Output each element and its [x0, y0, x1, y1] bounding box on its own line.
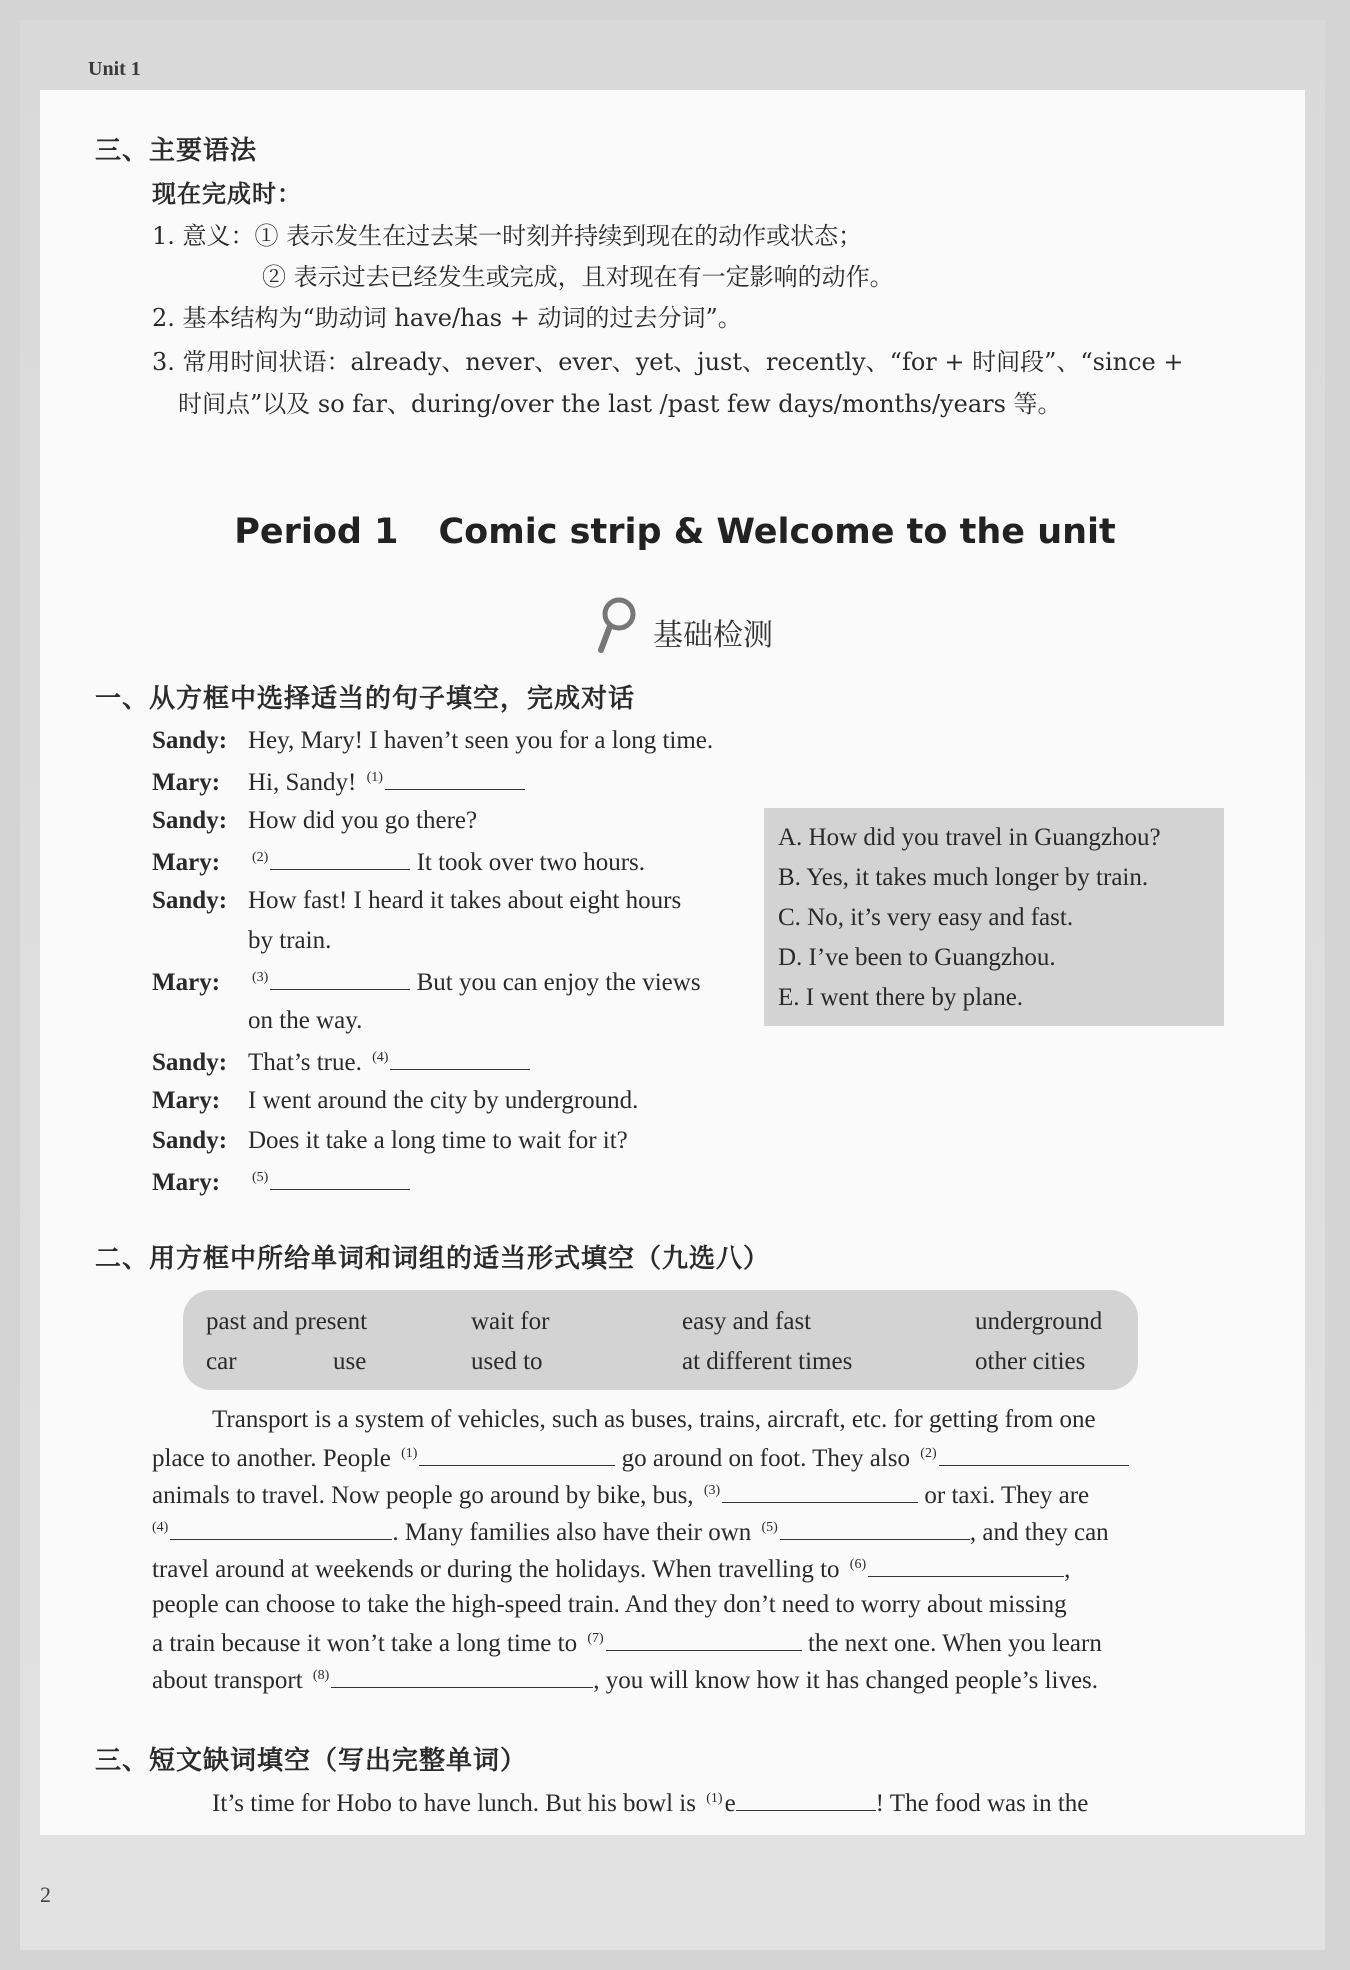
word-item: past and present [206, 1308, 368, 1335]
speaker: Mary: [152, 769, 221, 796]
answer-blank-4[interactable] [390, 1047, 530, 1070]
dialogue-line [152, 727, 713, 755]
passage-blank-4[interactable] [170, 1517, 392, 1540]
grammar-subheading: 现在完成时： [152, 180, 302, 208]
dialogue-line [152, 927, 331, 955]
blank-number: (2) [920, 1445, 937, 1461]
passage-blank-5[interactable] [780, 1517, 970, 1540]
speaker: Mary: [152, 1169, 221, 1196]
passage-text: . Many families also have their own [392, 1519, 758, 1546]
speaker: Mary: [152, 969, 221, 996]
option-c: C. No, it’s very easy and fast. [778, 904, 1074, 931]
passage-text: animals to travel. Now people go around by bike, bus, [152, 1482, 700, 1509]
passage-line [152, 1517, 1109, 1547]
badge-label: 基础检测 [653, 618, 773, 653]
word-blank-1[interactable] [736, 1788, 876, 1811]
speaker: Sandy: [152, 727, 228, 754]
dialogue-line [152, 807, 477, 835]
dialogue-text: But you can enjoy the views [410, 969, 701, 996]
answer-blank-5[interactable] [270, 1167, 410, 1190]
blank-number: (8) [312, 1667, 330, 1683]
answer-blank-3[interactable] [270, 967, 410, 990]
passage-text: , you will know how it has changed people’s lives. [593, 1667, 1099, 1694]
grammar-heading: 三、主要语法 [95, 136, 258, 166]
dialogue-text: Does it take a long time to wait for it? [248, 1127, 628, 1154]
word-item: car [206, 1348, 237, 1375]
grammar-adverbials-cont: 时间点”以及 so far、during/over the last /past few days/months/years 等。 [178, 390, 1062, 418]
passage-text: go around on foot. They also [615, 1445, 917, 1472]
option-e: E. I went there by plane. [778, 984, 1024, 1011]
first-letter-hint: e [724, 1790, 736, 1817]
unit-label: Unit 1 [88, 58, 141, 80]
dialogue-line [152, 967, 701, 997]
passage-blank-3[interactable] [722, 1480, 918, 1503]
period-number: Period 1 [234, 512, 399, 552]
passage-blank-8[interactable] [331, 1665, 593, 1688]
passage-line [212, 1788, 1088, 1818]
passage-line [152, 1665, 1098, 1695]
passage-line: people can choose to take the high-speed train. And they don’t need to worry about missing [152, 1591, 1067, 1618]
passage-line [152, 1480, 1089, 1510]
blank-number: (1) [401, 1445, 418, 1461]
passage-text: place to another. People [152, 1445, 398, 1472]
speaker: Mary: [152, 849, 221, 876]
section1-heading: 一、从方框中选择适当的句子填空，完成对话 [95, 684, 636, 714]
dialogue-text: How did you go there? [248, 807, 478, 834]
dialogue-line [152, 1047, 530, 1077]
blank-number: (4) [372, 1049, 389, 1065]
blank-number: (1) [366, 769, 383, 785]
word-item: use [333, 1348, 367, 1375]
word-item: at different times [682, 1348, 853, 1375]
passage-line: Transport is a system of vehicles, such as buses, trains, aircraft, etc. for getting from one [212, 1406, 1096, 1433]
word-item: wait for [471, 1308, 550, 1335]
speaker: Sandy: [152, 1049, 228, 1076]
passage-line [152, 1628, 1102, 1658]
passage-text: the next one. When you learn [801, 1630, 1102, 1657]
speaker: Sandy: [152, 807, 228, 834]
blank-number: (5) [761, 1519, 778, 1535]
grammar-adverbials: 3. 常用时间状语：already、never、ever、yet、just、recently、“for + 时间段”、“since + [152, 348, 1184, 376]
section3-heading: 三、短文缺词填空（写出完整单词） [95, 1746, 528, 1776]
dialogue-text: It took over two hours. [410, 849, 646, 876]
passage-text: travel around at weekends or during the holidays. When travelling to [152, 1556, 846, 1583]
dialogue-text: Hi, Sandy! [248, 769, 363, 796]
dialogue-text: That’s true. [248, 1049, 369, 1076]
dialogue-text: by train. [248, 927, 332, 954]
dialogue-text: Hey, Mary! I haven’t seen you for a long time. [248, 727, 714, 754]
blank-number: (3) [252, 969, 269, 985]
period-title [0, 512, 1350, 552]
passage-text: a train because it won’t take a long time to [152, 1630, 584, 1657]
passage-blank-1[interactable] [419, 1443, 615, 1466]
options-box [764, 808, 1224, 1026]
passage-blank-2[interactable] [939, 1443, 1129, 1466]
passage-text: about transport [152, 1667, 309, 1694]
dialogue-text: I went around the city by underground. [248, 1087, 639, 1114]
passage-text: , and they can [969, 1519, 1109, 1546]
word-item: easy and fast [682, 1308, 812, 1335]
dialogue-text: How fast! I heard it takes about eight hours [248, 887, 682, 914]
option-a: A. How did you travel in Guangzhou? [778, 824, 1161, 851]
dialogue-line [152, 1127, 628, 1155]
speaker: Sandy: [152, 887, 228, 914]
grammar-meaning-2: ② 表示过去已经发生或完成，且对现在有一定影响的动作。 [262, 263, 894, 291]
page-number: 2 [40, 1882, 51, 1907]
section2-heading: 二、用方框中所给单词和词组的适当形式填空（九选八） [95, 1244, 771, 1274]
answer-blank-2[interactable] [270, 847, 410, 870]
passage-blank-6[interactable] [868, 1554, 1064, 1577]
dialogue-text: on the way. [248, 1007, 363, 1034]
blank-number: (1) [706, 1790, 723, 1806]
passage-text: , [1064, 1556, 1071, 1583]
speaker: Sandy: [152, 1127, 228, 1154]
magnifier-icon [595, 596, 639, 661]
passage-text: ! The food was in the [875, 1790, 1089, 1817]
grammar-structure: 2. 基本结构为“助动词 have/has + 动词的过去分词”。 [152, 304, 742, 332]
period-name: Comic strip & Welcome to the unit [438, 512, 1116, 552]
word-bank [183, 1290, 1138, 1390]
blank-number: (6) [849, 1556, 867, 1572]
blank-number: (5) [252, 1169, 269, 1185]
dialogue-line [152, 1007, 362, 1035]
word-item: underground [975, 1308, 1103, 1335]
dialogue-line [152, 887, 681, 915]
passage-text: It’s time for Hobo to have lunch. But his bowl is [212, 1790, 703, 1817]
passage-text: or taxi. They are [918, 1482, 1090, 1509]
word-item: used to [471, 1348, 543, 1375]
passage-line [152, 1554, 1070, 1584]
dialogue-line [152, 847, 645, 877]
passage-line [152, 1443, 1129, 1473]
dialogue-line [152, 767, 525, 797]
grammar-meaning-1: 1. 意义：① 表示发生在过去某一时刻并持续到现在的动作或状态； [152, 222, 863, 250]
answer-blank-1[interactable] [385, 767, 525, 790]
option-b: B. Yes, it takes much longer by train. [778, 864, 1149, 891]
dialogue-line [152, 1087, 638, 1115]
blank-number: (3) [703, 1482, 721, 1498]
passage-blank-7[interactable] [606, 1628, 802, 1651]
blank-number: (4) [152, 1519, 169, 1535]
blank-number: (2) [252, 849, 269, 865]
speaker: Mary: [152, 1087, 221, 1114]
dialogue-line [152, 1167, 410, 1197]
option-d: D. I’ve been to Guangzhou. [778, 944, 1056, 971]
blank-number: (7) [587, 1630, 604, 1646]
word-item: other cities [975, 1348, 1086, 1375]
